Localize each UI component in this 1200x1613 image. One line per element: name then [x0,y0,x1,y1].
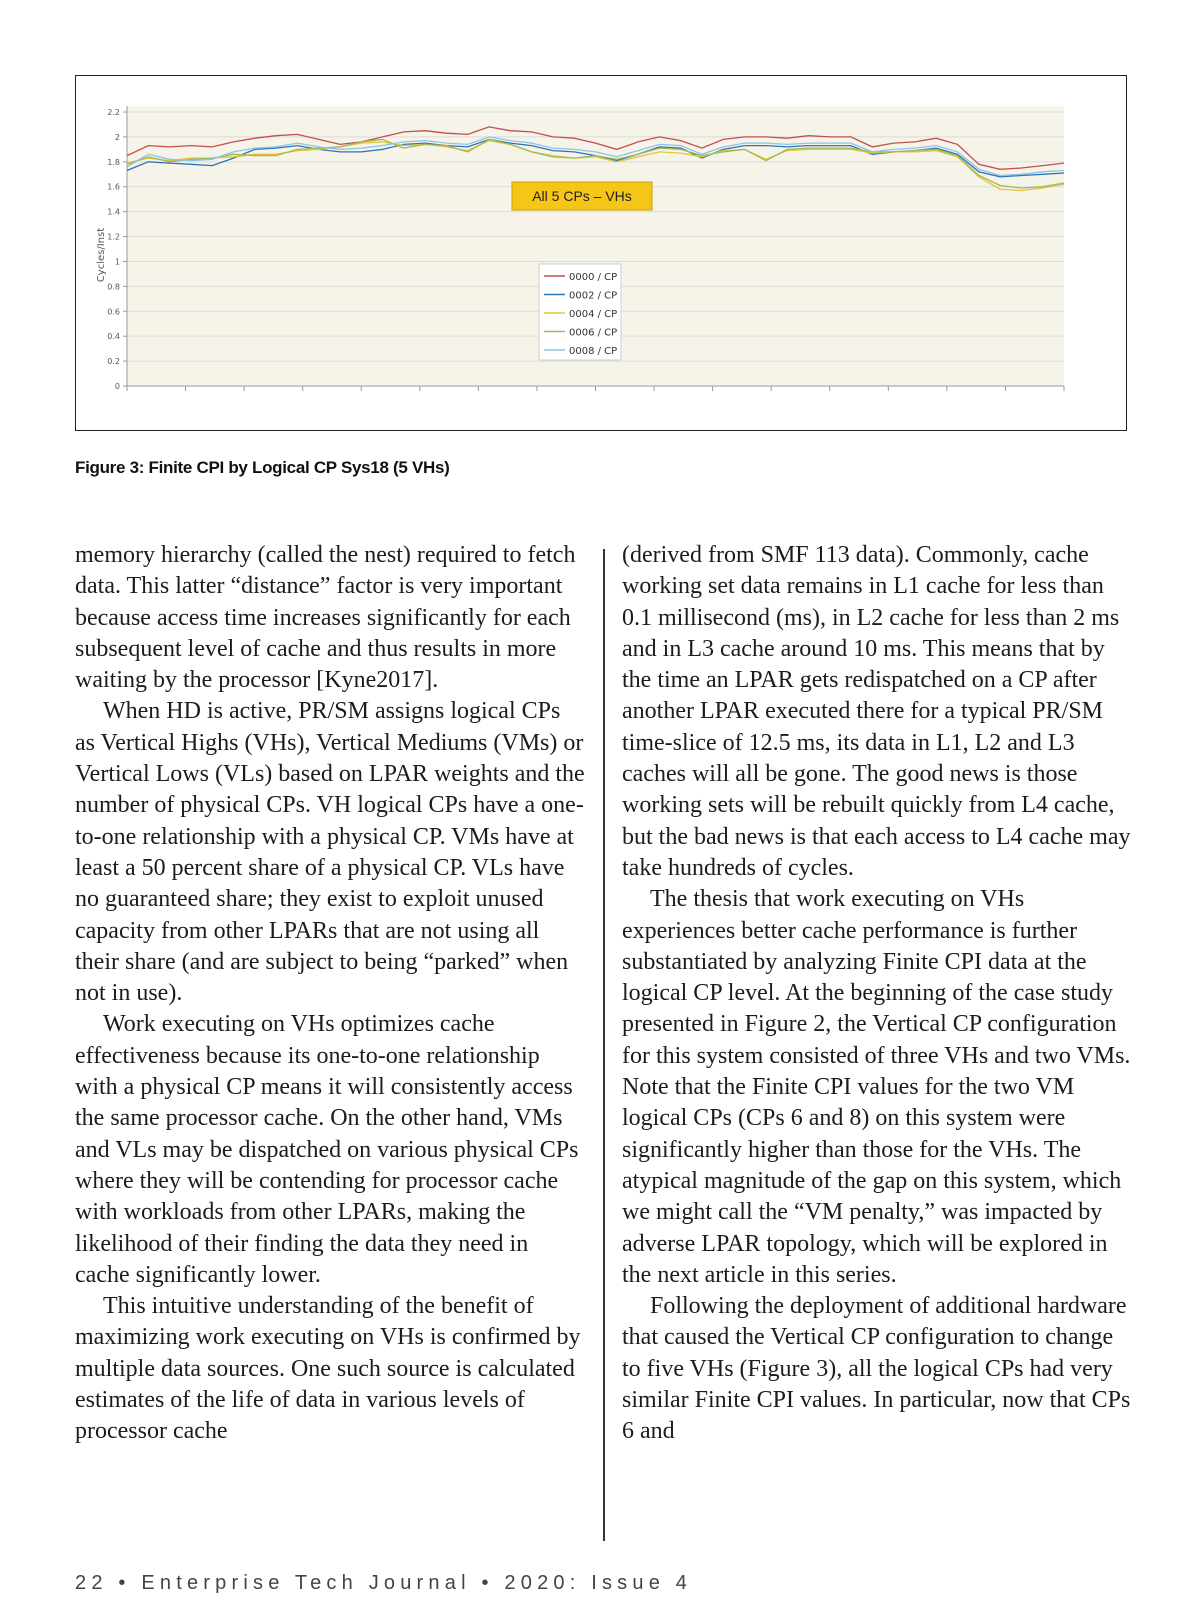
page-footer: 22 • Enterprise Tech Journal • 2020: Issue 4 [75,1572,693,1594]
left-column [75,540,585,1448]
cpi-line-chart [76,76,1126,430]
y-tick-label: 0.6 [107,307,120,317]
legend-entry: 0004 / CP [569,309,618,320]
right-column [622,540,1137,1448]
legend-entry: 0008 / CP [569,346,618,357]
y-tick-label: 1.6 [107,182,120,192]
figure-frame [75,75,1127,431]
y-tick-label: 1.2 [107,232,120,242]
y-tick-label: 1 [114,257,120,267]
y-tick-label: 0.4 [107,332,120,342]
y-tick-label: 2.2 [107,108,120,117]
column-divider [603,549,605,1541]
paragraph: (derived from SMF 113 data). Commonly, cache working set data remains in L1 cache for less than 0.1 millisecond (ms), in L2 cache for less than 2 ms and in L3 cache around 10 ms. This means that by the time an LPAR gets redispatched on a CP after another LPAR executed there for a typical PR/SM time-slice of 12.5 ms, its data in L1, L2 and L3 caches will all be gone. The good news is those working sets will be rebuilt quickly from L4 cache, but the bad news is that each access to L4 cache may take hundreds of cycles. [622,542,1131,881]
y-tick-label: 0 [114,382,120,391]
paragraph: The thesis that work executing on VHs experiences better cache performance is further substantiated by analyzing Finite CPI data at the logical CP level. At the beginning of the case study presented in Figure 2, the Vertical CP configuration for this system consisted of three VHs and two VMs. Note that the Finite CPI values for the two VM logical CPs (CPs 6 and 8) on this system were significantly higher than those for the VHs. The atypical magnitude of the gap on this system, which we might call the “VM penalty,” was impacted by adverse LPAR topology, which will be explored in the next article in this series. [622,886,1131,1288]
legend-entry: 0006 / CP [569,327,618,339]
paragraph: Work executing on VHs optimizes cache effectiveness because its one-to-one relationship with a physical CP means it will consistently access the same processor cache. On the other hand, VMs and VLs may be dispatched on various physical CPs where they will be contending for processor cache with workloads from other LPARs, making the likelihood of their finding the data they need in cache significantly lower. [75,1011,579,1288]
y-tick-label: 1.4 [107,207,120,217]
paragraph: When HD is active, PR/SM assigns logical CPs as Vertical Highs (VHs), Vertical Mediums (VMs) or Vertical Lows (VLs) based on LPAR weights and the number of physical CPs. VH logical CPs have a one-to-one relationship with a physical CP. VMs have at least a 50 percent share of a physical CP. VLs have no guaranteed share; they exist to exploit unused capacity from other LPARs that are not using all their share (and are subject to being “parked” when not in use). [75,698,585,1007]
paragraph: memory hierarchy (called the nest) required to fetch data. This latter “distance” factor is very important because access time increases significantly for each subsequent level of cache and thus results in more waiting by the processor [Kyne2017]. [75,542,576,694]
figure-caption: Figure 3: Finite CPI by Logical CP Sys18 (5 VHs) [75,458,450,477]
paragraph: This intuitive understanding of the benefit of maximizing work executing on VHs is confirmed by multiple data sources. One such source is calculated estimates of the life of data in various levels of processor cache [75,1293,581,1445]
y-tick-label: 2 [114,132,120,142]
legend-entry: 0002 / CP [569,290,618,302]
annotation-label: All 5 CPs – VHs [532,188,632,204]
y-tick-label: 0.8 [107,282,120,292]
y-axis-label: Cycles/Inst [96,227,107,283]
y-tick-label: 1.8 [107,157,120,167]
legend-entry: 0000 / CP [569,272,618,283]
y-tick-label: 0.2 [107,357,120,367]
paragraph: Following the deployment of additional hardware that caused the Vertical CP configuration to change to five VHs (Figure 3), all the logical CPs had very similar Finite CPI values. In particular, now that CPs 6 and [622,1293,1131,1445]
